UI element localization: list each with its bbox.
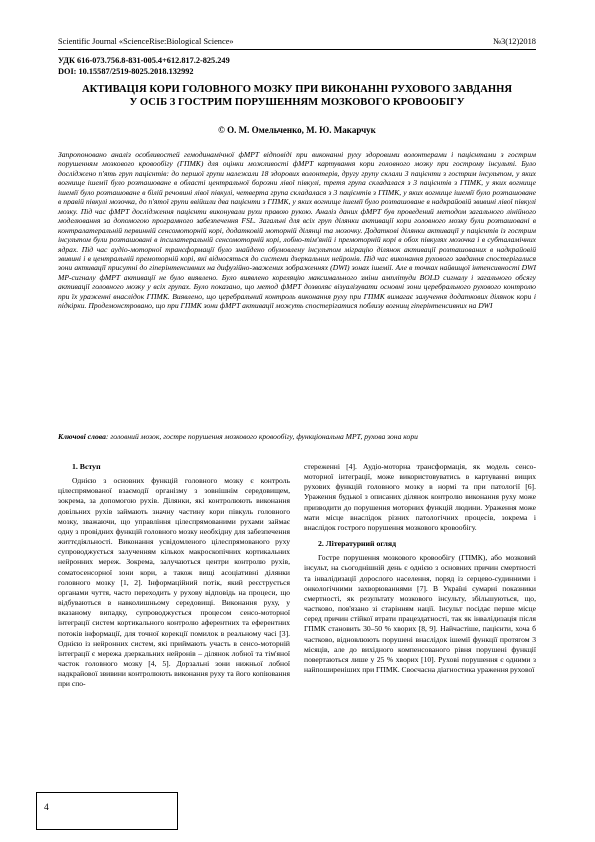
issue-number: №3(12)2018 bbox=[493, 37, 536, 46]
keywords bbox=[58, 432, 536, 441]
left-column bbox=[58, 462, 290, 689]
abstract: Запропоновано аналіз особливостей гемодинамічної фМРТ відповіді при виконанні руху здоровими волонтерами і пацієнтами з гострим порушенням мозкового кровообігу (ГПМК) для оцінки можливості фМРТ картування кори головного мозку при гострому інсульті. Було досліджено п'ять груп пацієнтів: до першої групи належали 18 здорових волонтерів, другу групу склали 3 пацієнти з гострим інсультом, у яких вогнище ішемії було розташоване в області центральної борозни лівої півкулі, третя група складалася з 3 пацієнтів з ГПМК, у яких вогнище ішемії було розташоване в білій речовині лівої півкулі, четверта група складалася з 3 пацієнтів з ГПМК, у яких вогнище ішемії було розташоване в правій півкулі мозочка, до п'ятої групи ввійшли два пацієнти з ГПМК, у яких вогнище ішемії було розташоване в надкрайовій звивині лівої півкулі мозку. Під час фМРТ дослідження пацієнти виконували рухи правою рукою. Аналіз даних фМРТ був проведений методом загального лінійного моделювання за допомогою програмного забезпечення FSL. Загальні для всіх груп ділянки активації кори головного мозку були розташовані в контралатеральній первинній сенсомоторній корі, додатковій моторній ділянці та мозочку. Додаткові ділянки активації у пацієнтів із гострим інсультом були розташовані в іпсилатеральній сенсомоторній корі, лобно-тім'яній і премоторній корі в обох півкулях мозочка і в субталамічних ядрах. Під час аудіо-моторної трансформації було знайдено обумовлену інсультом міграцію ділянок активації розташованих в надкрайовій звивині і в центральній премоторній корі, які відносяться до системи дзеркальних нейронів. Під час виконання рухового завдання спостерігалися зони активації присутні до гіперінтенсивних на дифузійно-зважених зображеннях (DWI) зонах ішемії. Але в точках найвищої інтенсивності DWI МР-сигналу фМРТ активації не було виявлено. Було виявлено кореляцію максимального зміни амплітуди BOLD сигналу і загального обсягу активації головного мозку у всіх групах. Було показано, що метод фМРТ дозволяє візуалізувати основні зони церебрального рухового контролю при їх ураженні внаслідок ГПМК. Виявлено, що церебральний контроль виконання руху при ГПМК вимагає залучення додаткових ділянок кори і підкірки. Продемонстровано, що при ГПМК зони фМРТ активації можуть спостерігатися поблизу вогнищ гіперінтенсивних на DWI bbox=[58, 150, 536, 311]
journal-name: Scientific Journal «ScienceRise:Biological Science» bbox=[58, 37, 234, 46]
intro-paragraph: Однією з основних функцій головного мозку є контроль цілеспрямованої взаємодії організму з зовнішнім середовищем, зокрема, за допомогою рухів. Ділянки, які контролюють виконання довільних рухів займають значну частину кори півкуль головного мозку, зважаючи, що управління цілеспрямованими рухами займає одну з провідних функцій головного мозку необхідну для забезпечення життєдіяльності. Виконання усвідомленого цілеспрямованого руху супроводжується залученням кількох макроскопічних кортикальних нейронних мереж. Зокрема, залучаються центри контролю рухів, соматосенсорної зони кори, а також вищі асоціативні ділянки головного мозку [1, 2]. Інформаційний потік, який реєструється органами чуття, часто переходить у рухову відповідь на процеси, що відбуваються в навколишньому середовищі. Виконання руху, у вказаному випадку, супроводжується процесом сенсо-моторної інтеграції систем кортикального контролю аферентних та еферентних потоків інформації, для точної корекції помилок в реальному часі [3]. Однією із нейронних систем, які приймають участь в сенсо-моторній інтеграції є мережа дзеркальних нейронів – ділянок лобної та тім'яної часток головного мозку [4, 5]. Дорзальні зони нижньої лобної надкрайової звивини контролюють виконання руху та його копіювання при спо- bbox=[58, 476, 290, 689]
title-line-2: У ОСІБ З ГОСТРИМ ПОРУШЕННЯМ МОЗКОВОГО КРОВООБІГУ bbox=[129, 96, 465, 108]
intro-continuation: стереженні [4]. Аудіо-моторна трансформація, як модель сенсо-моторної інтеграції, може використовуватись в картуванні вищих рухових функцій головного мозку в нормі та при патології [6]. Ураження будької з описаних ділянок контролю виконання руху може призводити до порушення моторних функцій людини. Ураження може мати місце внаслідок різних патологічних процесів, зокрема і внаслідок гострого порушення мозкового кровообігу. bbox=[304, 462, 536, 532]
review-heading: 2. Літературний огляд bbox=[318, 539, 397, 549]
review-paragraph: Гостре порушення мозкового кровообігу (ГПМК), або мозковий інсульт, на сьогоднішній день є однією з основних причин смертності та інвалідизації дорослого населення, поряд із серцево-судинними і онкологічними захворюваннями [7]. В Україні сумарні показники смертності, як результату мозкового інсульту, збільшуються, що, частково, пов'язано зі старінням нації. Інсульт посідає перше місце серед причин стійкої втрати працездатності, так як інвалідизація після ГПМК становить 30–50 % хворих [8, 9]. Найчастіше, пацієнти, хоча б частково, відновлюють порушені внаслідок ішемії функції протягом 3 місяців, але до вихідного компенсованого рівня порушені функції повертаються лише у 25 % хворих [10]. Рухові порушення є одними з найпоширеніших при ГПМК. Своєчасна діагностика ураження рухової bbox=[304, 553, 536, 674]
keywords-label: Ключові слова bbox=[58, 432, 106, 441]
keywords-text: : головний мозок, гостре порушення мозкового кровообігу, функціональна МРТ, рухова зона кори bbox=[105, 432, 418, 441]
article-identifiers bbox=[58, 56, 230, 77]
article-title bbox=[58, 84, 536, 109]
authors: © О. М. Омельченко, М. Ю. Макарчук bbox=[218, 125, 376, 135]
udk-code: УДК 616-073.756.8-831-005.4+612.817.2-825.249 bbox=[58, 56, 230, 65]
intro-heading: 1. Вступ bbox=[72, 462, 101, 471]
title-line-1: АКТИВАЦІЯ КОРИ ГОЛОВНОГО МОЗКУ ПРИ ВИКОНАННІ РУХОВОГО ЗАВДАННЯ bbox=[81, 84, 512, 95]
doi: DOI: 10.15587/2519-8025.2018.132992 bbox=[58, 66, 194, 76]
header-rule bbox=[58, 49, 536, 50]
page-number: 4 bbox=[44, 803, 49, 813]
page-number-box bbox=[36, 792, 178, 830]
right-column bbox=[304, 462, 536, 675]
